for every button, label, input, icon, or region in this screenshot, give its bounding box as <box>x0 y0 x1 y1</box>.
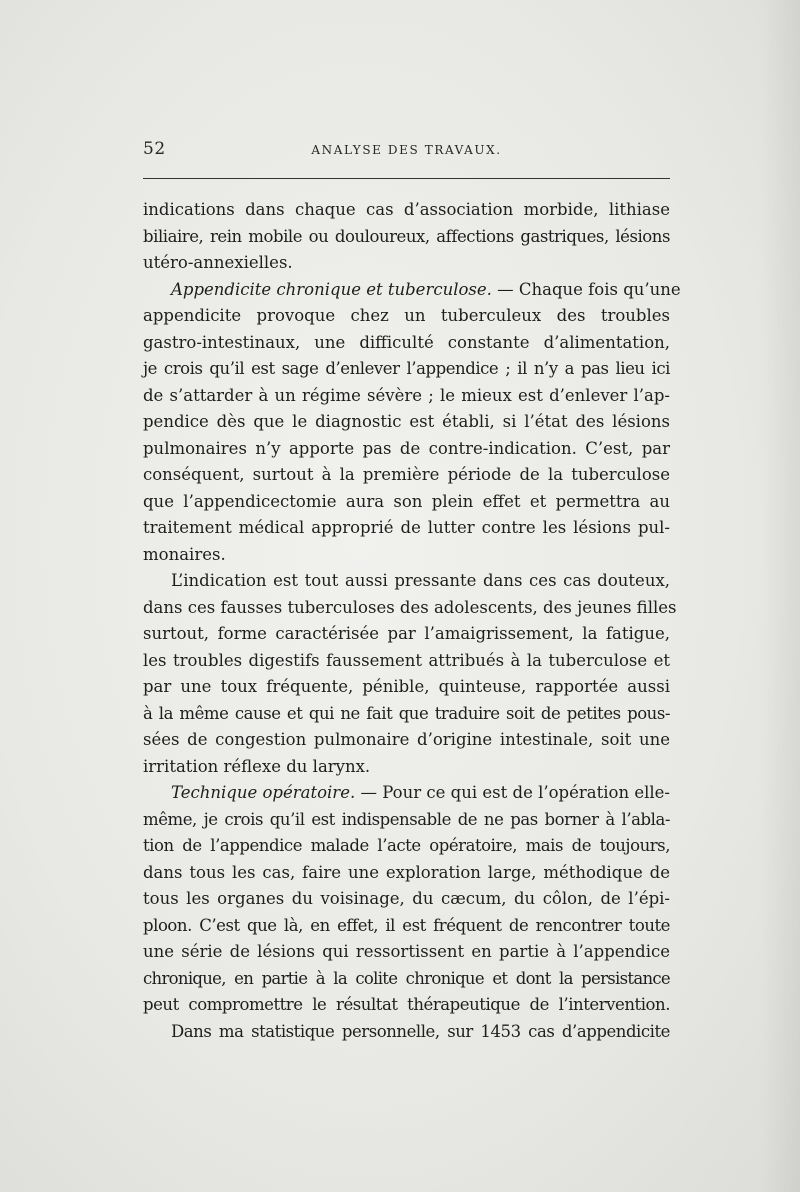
text-span: — Chaque fois qu’une <box>491 279 681 299</box>
text-line-subheading <box>143 277 681 304</box>
text-line: gastro-intestinaux, une difficulté constante d’alimentation, <box>143 332 670 352</box>
text-line: pulmonaires n’y apporte pas de contre-indication. C’est, par <box>143 438 670 458</box>
text-line: dans ces fausses tuberculoses des adolescents, des jeunes filles <box>143 597 677 617</box>
page-number: 52 <box>143 139 166 159</box>
text-line: traitement médical approprié de lutter contre les lésions pul- <box>143 518 670 537</box>
text-line-subheading <box>143 780 670 807</box>
section-subheading: Technique opératoire. <box>171 783 356 802</box>
page-edge-shadow <box>760 0 800 1192</box>
text-line: indications dans chaque cas d’association morbide, lithiase <box>143 200 670 219</box>
text-line: Dans ma statistique personnelle, sur 1453 cas d’appendicite <box>171 1021 670 1041</box>
text-line: appendicite provoque chez un tuberculeux des troubles <box>143 306 670 325</box>
text-line: par une toux fréquente, pénible, quinteuse, rapportée aussi <box>143 677 670 696</box>
text-line: une série de lésions qui ressortissent en partie à l’appendice <box>143 942 670 961</box>
text-line: L’indication est tout aussi pressante dans ces cas douteux, <box>171 571 670 590</box>
text-line: irritation réflexe du larynx. <box>143 756 371 776</box>
text-line: surtout, forme caractérisée par l’amaigrissement, la fatigue, <box>143 624 670 643</box>
text-line: tion de l’appendice malade l’acte opératoire, mais de toujours, <box>143 836 670 855</box>
text-line: à la même cause et qui ne fait que traduire soit de petites pous- <box>143 703 670 723</box>
text-line: peut compromettre le résultat thérapeutique de l’intervention. <box>143 995 670 1014</box>
text-line: chronique, en partie à la colite chronique et dont la persistance <box>143 968 670 988</box>
text-line: je crois qu’il est sage d’enlever l’appendice ; il n’y a pas lieu ici <box>143 359 670 378</box>
text-line: conséquent, surtout à la première période de la tuberculose <box>143 465 670 484</box>
text-line: biliaire, rein mobile ou douloureux, affections gastriques, lésions <box>143 226 670 246</box>
section-subheading: Appendicite chronique et tuberculose. <box>171 279 492 299</box>
header-rule <box>143 178 670 179</box>
text-line: que l’appendicectomie aura son plein effet et permettra au <box>143 491 670 511</box>
text-line: de s’attarder à un régime sévère ; le mieux est d’enlever l’ap- <box>143 385 670 405</box>
text-line: les troubles digestifs faussement attribués à la tuberculose et <box>143 650 670 670</box>
text-span: — Pour ce qui est de l’opération elle- <box>355 783 670 802</box>
text-line: monaires. <box>143 544 226 564</box>
text-line: utéro-annexielles. <box>143 253 293 272</box>
text-line: même, je crois qu’il est indispensable de ne pas borner à l’abla- <box>143 809 670 829</box>
text-line: pendice dès que le diagnostic est établi, si l’état des lésions <box>143 412 670 431</box>
text-line: dans tous les cas, faire une exploration large, méthodique de <box>143 862 670 882</box>
text-line: tous les organes du voisinage, du cæcum, du côlon, de l’épi- <box>143 889 670 908</box>
body-text <box>143 197 681 1045</box>
running-header <box>143 139 670 163</box>
text-line: ploon. C’est que là, en effet, il est fréquent de rencontrer toute <box>143 915 670 935</box>
running-title: ANALYSE DES TRAVAUX. <box>311 143 502 157</box>
text-line: sées de congestion pulmonaire d’origine intestinale, soit une <box>143 730 670 749</box>
